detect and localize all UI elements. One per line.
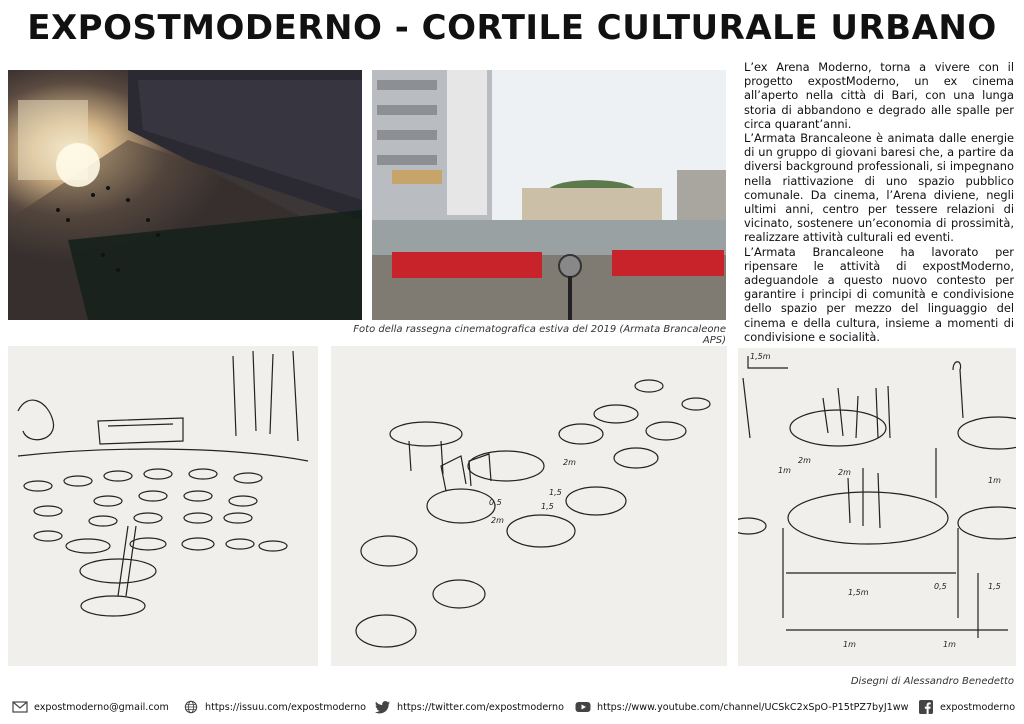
facebook-link[interactable]: expostmoderno bbox=[940, 701, 1016, 713]
sketch-label: 2m bbox=[838, 468, 851, 477]
photo-caption: Foto della rassegna cinematografica estiva del 2019 (Armata Brancaleone APS) bbox=[353, 324, 726, 346]
sketch-label: 0,5 bbox=[934, 582, 947, 591]
sketch-label: 2m bbox=[491, 516, 504, 525]
email-link[interactable]: expostmoderno@gmail.com bbox=[34, 701, 169, 713]
sketch-label: 1,5m bbox=[750, 352, 771, 361]
sketch-label: 1,5 bbox=[549, 488, 562, 497]
facebook-icon bbox=[918, 700, 934, 714]
sketch-credit: Disegni di Alessandro Benedetto bbox=[850, 676, 1014, 687]
footer-youtube[interactable] bbox=[575, 700, 908, 714]
sketch-perspective bbox=[8, 346, 318, 666]
sketch-label: 1m bbox=[843, 640, 856, 649]
twitter-icon bbox=[375, 700, 391, 714]
sketch-label: 1,5 bbox=[541, 502, 554, 511]
sketch-section bbox=[738, 348, 1016, 666]
sketch-label: 1,5 bbox=[988, 582, 1001, 591]
contact-footer bbox=[0, 696, 1024, 720]
courtyard-day-photo bbox=[372, 70, 726, 320]
youtube-link[interactable]: https://www.youtube.com/channel/UCSkC2xSpO-P15tPZ7byJ1ww bbox=[597, 701, 909, 713]
night-event-photo bbox=[8, 70, 362, 320]
youtube-icon bbox=[575, 700, 591, 714]
footer-twitter[interactable] bbox=[375, 700, 564, 714]
twitter-link[interactable]: https://twitter.com/expostmoderno bbox=[397, 701, 564, 713]
sketch-label: 1m bbox=[988, 476, 1001, 485]
sketch-label: 1m bbox=[943, 640, 956, 649]
project-description bbox=[744, 60, 1014, 344]
sketch-label: 0,5 bbox=[489, 498, 502, 507]
sketch-label: 1m bbox=[778, 466, 791, 475]
issuu-link[interactable]: https://issuu.com/expostmoderno bbox=[205, 701, 367, 713]
sketch-plan bbox=[331, 346, 727, 666]
description-paragraph: L’Armata Brancaleone ha lavorato per ripensare le attività di expostModerno, adeguandole a questo nuovo contesto per garantire i principi di comunità e condivisione dello spazio per mezzo del linguaggio del cinema e della cultura, insieme a momenti di condivisione e socialità. bbox=[744, 244, 1014, 344]
footer-issuu[interactable] bbox=[183, 700, 366, 714]
sketch-label: 2m bbox=[563, 458, 576, 467]
description-paragraph: L’Armata Brancaleone è animata dalle energie di un gruppo di giovani baresi che, a partire da diversi background professionali, si impegnano nella riattivazione di uno spazio pubblico comunale. Da cinema, l’Arena diviene, negli ultimi anni, centro per tessere relazioni di vicinato, sostenere un’economia di prossimità, realizzare attività culturali ed eventi. bbox=[744, 131, 1014, 245]
mail-icon bbox=[12, 700, 28, 714]
footer-email[interactable] bbox=[12, 700, 169, 714]
footer-facebook[interactable] bbox=[918, 700, 1015, 714]
page-title: EXPOSTMODERNO - CORTILE CULTURALE URBANO bbox=[27, 8, 997, 48]
globe-icon bbox=[183, 700, 199, 714]
description-paragraph: L’ex Arena Moderno, torna a vivere con il progetto expostModerno, un ex cinema all’aperto nella città di Bari, con una lunga storia di abbandono e degrado alle spalle per circa quarant’anni. bbox=[744, 60, 1014, 131]
sketch-label: 2m bbox=[798, 456, 811, 465]
sketch-label: 1,5m bbox=[848, 588, 869, 597]
